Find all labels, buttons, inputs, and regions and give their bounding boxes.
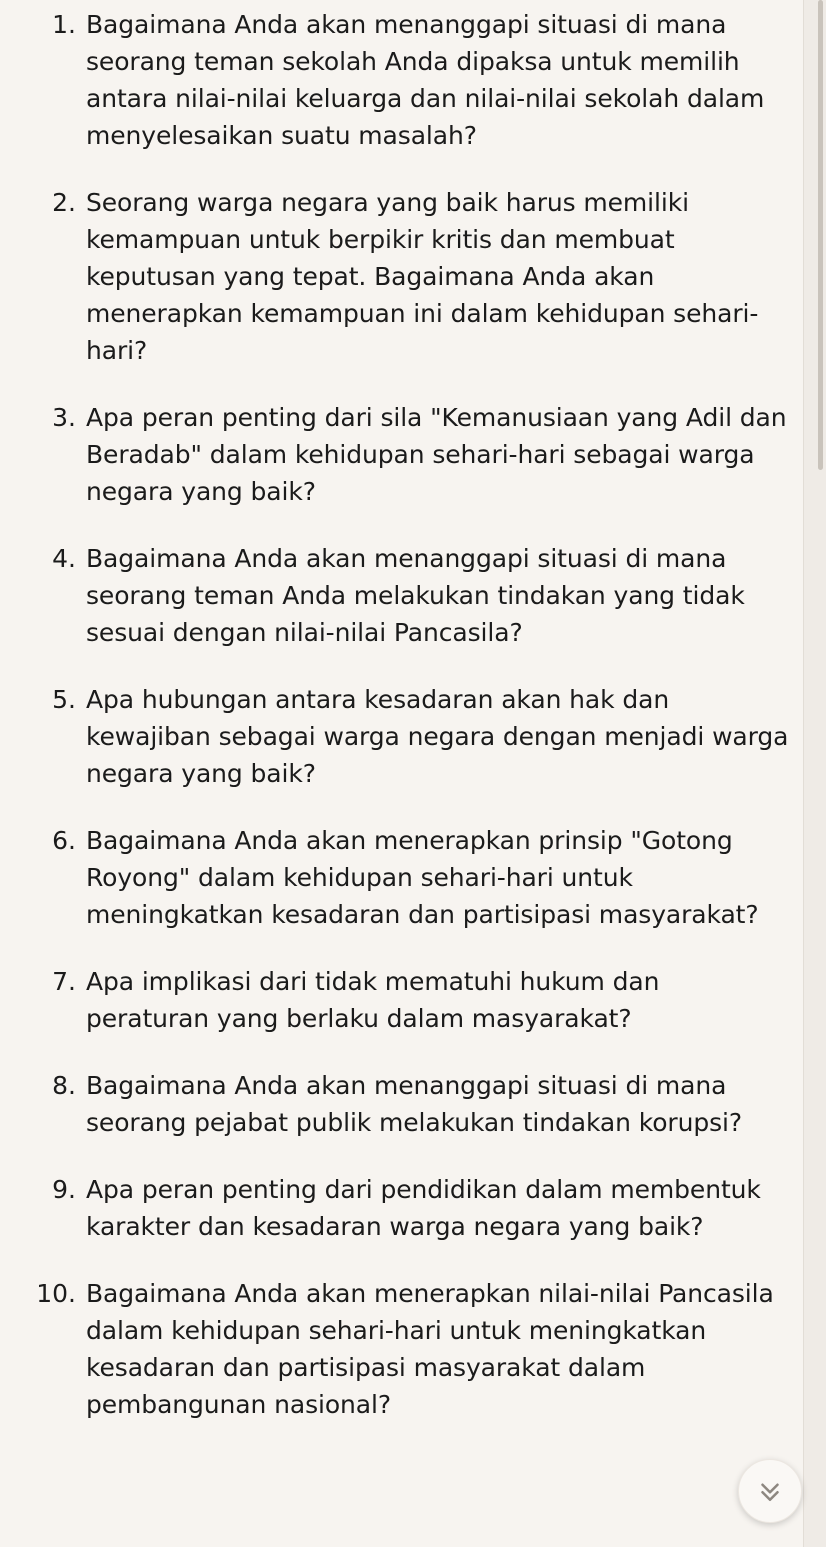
question-text: Bagaimana Anda akan menanggapi situasi di mana seorang teman Anda melakukan tindakan yang tidak sesuai dengan nilai-nilai Pancasila? bbox=[86, 544, 745, 647]
scrollbar-track[interactable] bbox=[803, 0, 826, 1547]
list-item bbox=[0, 822, 806, 933]
question-number: 10. bbox=[36, 1279, 76, 1308]
question-text: Seorang warga negara yang baik harus memiliki kemampuan untuk berpikir kritis dan membuat keputusan yang tepat. Bagaimana Anda akan menerapkan kemampuan ini dalam kehidupan sehari-hari? bbox=[86, 188, 759, 365]
list-item bbox=[0, 184, 806, 369]
list-item bbox=[0, 1275, 806, 1423]
list-item bbox=[0, 963, 806, 1037]
question-text: Apa hubungan antara kesadaran akan hak dan kewajiban sebagai warga negara dengan menjadi warga negara yang baik? bbox=[86, 685, 789, 788]
question-number: 5. bbox=[52, 685, 76, 714]
question-text: Apa peran penting dari pendidikan dalam membentuk karakter dan kesadaran warga negara yang baik? bbox=[86, 1175, 761, 1241]
scroll-down-button[interactable] bbox=[738, 1459, 802, 1523]
question-text: Apa peran penting dari sila "Kemanusiaan yang Adil dan Beradab" dalam kehidupan sehari-hari sebagai warga negara yang baik? bbox=[86, 403, 787, 506]
question-number: 8. bbox=[52, 1071, 76, 1100]
question-number: 3. bbox=[52, 403, 76, 432]
question-text: Apa implikasi dari tidak mematuhi hukum dan peraturan yang berlaku dalam masyarakat? bbox=[86, 967, 660, 1033]
list-item bbox=[0, 399, 806, 510]
question-number: 4. bbox=[52, 544, 76, 573]
question-number: 6. bbox=[52, 826, 76, 855]
list-item bbox=[0, 1067, 806, 1141]
question-number: 1. bbox=[52, 10, 76, 39]
list-item bbox=[0, 6, 806, 154]
scrollbar-thumb[interactable] bbox=[818, 0, 823, 470]
question-text: Bagaimana Anda akan menanggapi situasi di mana seorang pejabat publik melakukan tindakan korupsi? bbox=[86, 1071, 743, 1137]
question-number: 7. bbox=[52, 967, 76, 996]
question-text: Bagaimana Anda akan menanggapi situasi di mana seorang teman sekolah Anda dipaksa untuk memilih antara nilai-nilai keluarga dan nilai-nilai sekolah dalam menyelesaikan suatu masalah? bbox=[86, 10, 765, 150]
list-item bbox=[0, 540, 806, 651]
question-text: Bagaimana Anda akan menerapkan nilai-nilai Pancasila dalam kehidupan sehari-hari untuk meningkatkan kesadaran dan partisipasi masyarakat dalam pembangunan nasional? bbox=[86, 1279, 774, 1419]
list-item bbox=[0, 681, 806, 792]
question-number: 9. bbox=[52, 1175, 76, 1204]
double-chevron-down-icon bbox=[755, 1476, 785, 1506]
question-text: Bagaimana Anda akan menerapkan prinsip "Gotong Royong" dalam kehidupan sehari-hari untuk meningkatkan kesadaran dan partisipasi masyarakat? bbox=[86, 826, 759, 929]
question-number: 2. bbox=[52, 188, 76, 217]
list-item bbox=[0, 1171, 806, 1245]
